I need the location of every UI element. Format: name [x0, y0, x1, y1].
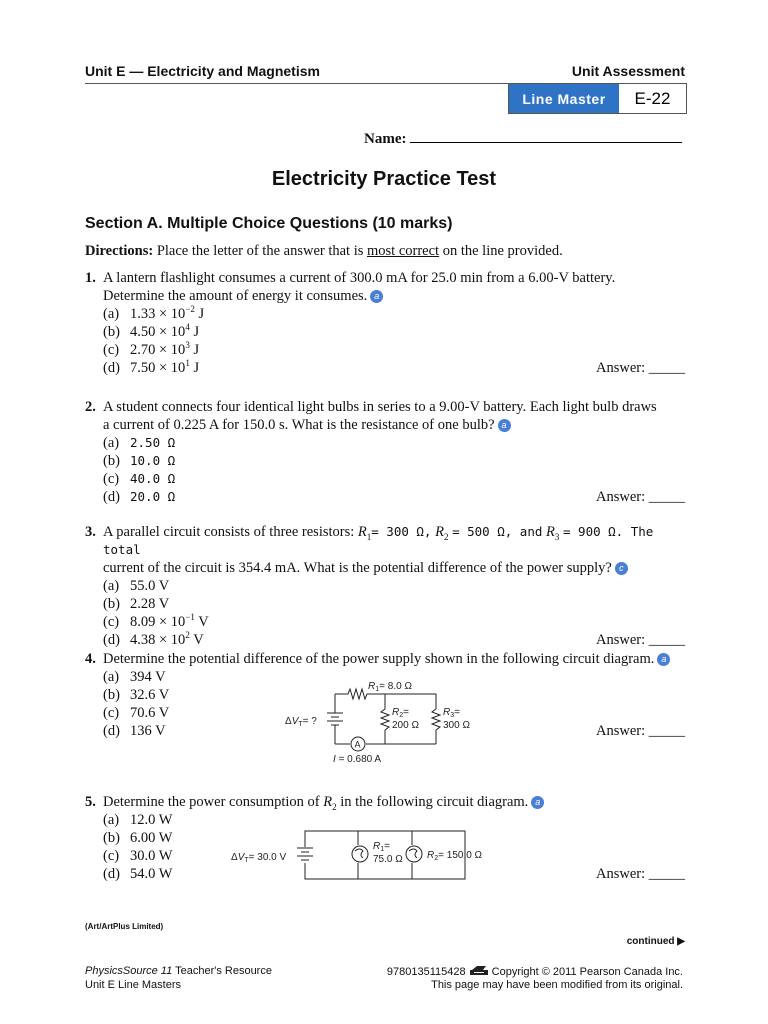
- option-b: (b) 2.28 V: [103, 596, 170, 612]
- question-text-line-2: Determine the amount of energy it consumes. a: [103, 287, 685, 305]
- question-text-line-2: a current of 0.225 A for 150.0 s. What is the resistance of one bulb? a: [103, 416, 685, 434]
- bulb-r1-icon: [352, 846, 368, 862]
- question-text-line-1: Determine the power consumption of $R_2$ in the following circuit diagram. a: [103, 793, 685, 811]
- section-title: Section A. Multiple Choice Questions (10 marks): [85, 215, 453, 232]
- option-d: (d) $4.38 \times 10^2$ V Answer: _____: [103, 630, 685, 648]
- footer-copyright: 9780135115428 Copyright © 2011 Pearson Canada Inc.: [386, 966, 683, 978]
- option-c: (c) 40.0 Ω: [103, 471, 176, 487]
- question-2: [85, 398, 685, 506]
- resistor-r3: [432, 709, 440, 730]
- bulb-r2-icon: [406, 846, 422, 862]
- page-title: Electricity Practice Test: [271, 168, 497, 190]
- name-label: Name:: [364, 131, 407, 147]
- circuit-diagram-q5: [230, 825, 490, 887]
- option-c: (c) 70.6 V: [103, 705, 170, 721]
- footer-modified-note: This page may have been modified from its original.: [431, 979, 683, 991]
- option-d: (d) $7.50 \times 10^1$ J Answer: _____: [103, 358, 685, 376]
- option-a: (a) 2.50 Ω: [103, 435, 176, 451]
- name-field[interactable]: [364, 128, 682, 148]
- option-a: (a) 12.0 W: [103, 812, 173, 828]
- answer-hint-icon: a: [531, 796, 544, 809]
- current-label: I = 0.680 A: [333, 754, 382, 765]
- answer-hint-icon: a: [370, 290, 383, 303]
- question-1: [85, 269, 685, 377]
- line-master-box: [508, 83, 687, 114]
- option-a: (a) 55.0 V: [103, 578, 170, 594]
- question-number: 1.: [85, 270, 96, 286]
- question-text-line-1: A lantern flashlight consumes a current of 300.0 mA for 25.0 min from a 6.00-V battery.: [103, 270, 616, 286]
- directions-text-before: Place the letter of the answer that is: [156, 243, 364, 259]
- answer-blank[interactable]: Answer: _____: [595, 866, 685, 882]
- isbn: 9780135115428: [386, 966, 466, 978]
- r3-label: $R_3=$: [443, 707, 460, 719]
- answer-hint-icon: a: [657, 653, 670, 666]
- resistor-r2: [381, 709, 389, 730]
- question-text-line-2: current of the circuit is 354.4 mA. What is the potential difference of the power supply? c: [103, 559, 685, 577]
- option-b: (b) $4.50 \times 10^4$ J: [103, 322, 200, 340]
- answer-hint-icon: a: [498, 419, 511, 432]
- directions-emphasis: most correct: [367, 243, 440, 259]
- question-number: 5.: [85, 794, 96, 810]
- directions-text-after: on the line provided.: [442, 243, 563, 259]
- circuit-diagram-q4: [280, 675, 480, 770]
- unit-assessment-label: Unit Assessment: [571, 63, 685, 79]
- footer-unit-line: Unit E Line Masters: [85, 979, 181, 991]
- answer-blank[interactable]: Answer: _____: [595, 723, 685, 739]
- question-3: [85, 523, 685, 649]
- option-a: (a) 394 V: [103, 669, 166, 685]
- question-text-line-1: Determine the potential difference of the power supply shown in the following circuit diagram. a: [103, 650, 685, 668]
- name-blank-line[interactable]: [410, 128, 682, 143]
- option-b: (b) 6.00 W: [103, 830, 173, 846]
- answer-blank[interactable]: Answer: _____: [595, 632, 685, 648]
- option-d: (d) 20.0 Ω Answer: _____: [103, 489, 685, 505]
- r1-label: $R_1= 8.0$ Ω: [368, 681, 412, 693]
- option-c: (c) 30.0 W: [103, 848, 173, 864]
- answer-hint-icon: c: [615, 562, 628, 575]
- option-b: (b) 32.6 V: [103, 687, 170, 703]
- r1-value: 75.0 Ω: [373, 854, 403, 865]
- question-number: 4.: [85, 651, 96, 667]
- question-number: 2.: [85, 399, 96, 415]
- r2-value: 200 Ω: [392, 720, 419, 731]
- option-c: (c) $8.09 \times 10^{-1}$ V: [103, 612, 209, 630]
- directions-label: Directions:: [85, 243, 154, 259]
- art-credit: (Art/ArtPlus Limited): [85, 922, 164, 931]
- ammeter-label: A: [354, 739, 361, 750]
- question-text-line-1: A parallel circuit consists of three resistors: $R_1= 300$ Ω, $R_2 = 500$ Ω, and $R_3 = 900$ Ω. The total: [103, 524, 654, 557]
- vt-label: $\Delta V_T=$ ?: [285, 716, 317, 728]
- r2-label: $R_2= 150.0$ Ω: [427, 850, 483, 862]
- question-number: 3.: [85, 524, 96, 540]
- option-d: (d) 136 V Answer: _____: [103, 723, 685, 739]
- unit-title: Unit E — Electricity and Magnetism: [85, 63, 320, 79]
- footer-book-title: PhysicsSource 11 Teacher's Resource: [85, 965, 272, 977]
- answer-blank[interactable]: Answer: _____: [595, 360, 685, 376]
- question-text-line-1: A student connects four identical light bulbs in series to a 9.00-V battery. Each light bulb draws: [103, 399, 657, 415]
- vt-label: $\Delta V_T= 30.0$ V: [231, 852, 287, 864]
- option-d: (d) 54.0 W Answer: _____: [103, 866, 685, 882]
- r1-label: $R_1=$: [373, 841, 390, 853]
- option-c: (c) $2.70 \times 10^3$ J: [103, 340, 200, 358]
- continued-label: continued ▶: [626, 936, 685, 947]
- line-master-code: E-22: [634, 88, 671, 108]
- option-b: (b) 10.0 Ω: [103, 453, 176, 469]
- directions: [85, 243, 563, 260]
- photocopy-icon: [469, 965, 489, 976]
- answer-blank[interactable]: Answer: _____: [595, 489, 685, 505]
- line-master-label: Line Master: [509, 84, 619, 113]
- r2-label: $R_2=$: [392, 707, 409, 719]
- option-a: (a) $1.33 \times 10^{-2}$ J: [103, 304, 205, 322]
- r3-value: 300 Ω: [443, 720, 470, 731]
